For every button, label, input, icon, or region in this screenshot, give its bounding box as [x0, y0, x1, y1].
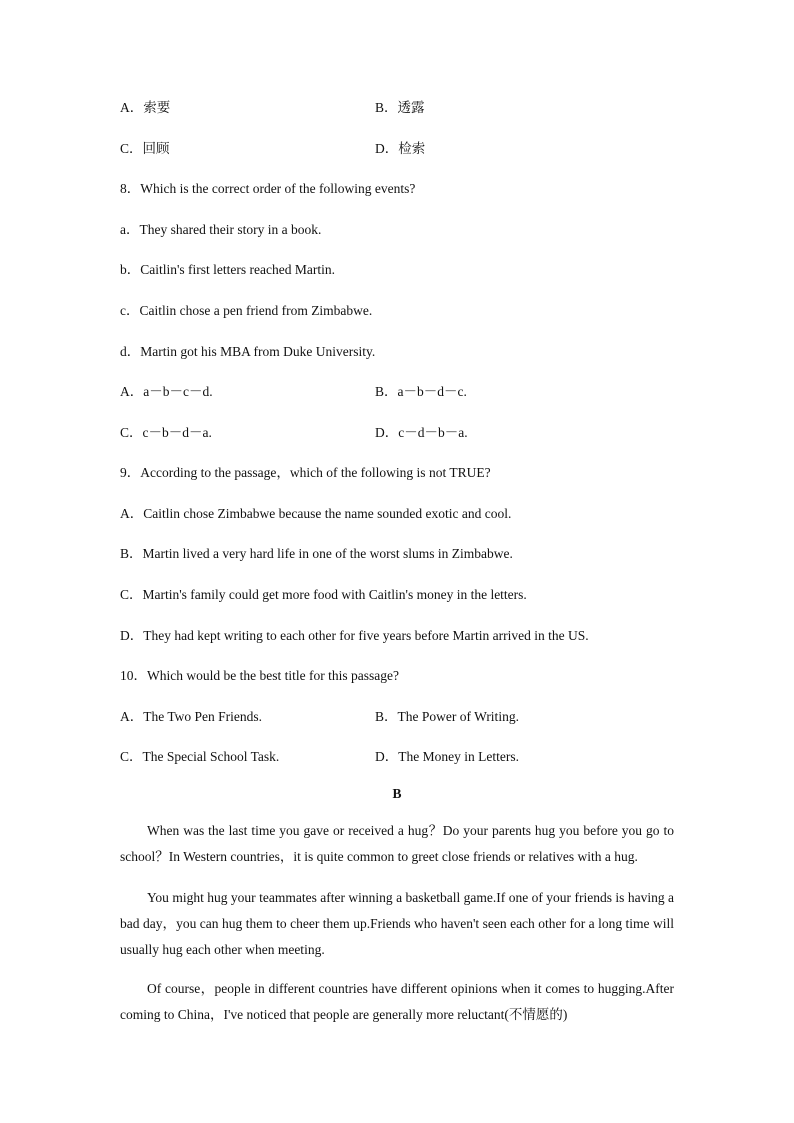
q10-option-c: C．The Special School Task. — [120, 749, 280, 764]
q10-option-d: D．The Money in Letters. — [375, 749, 519, 764]
q10-stem: 10．Which would be the best title for this passage? — [120, 668, 399, 683]
q8-option-d: D．c－d－b－a. — [375, 425, 468, 440]
q8-option-a: A．a－b－c－d. — [120, 384, 213, 399]
section-b-paragraph-1 — [120, 818, 674, 870]
q9-option-b: B．Martin lived a very hard life in one of the worst slums in Zimbabwe. — [120, 546, 513, 561]
paragraph-text: Of course，people in different countries have different opinions when it comes to hugging.After coming to China，I've noticed that people are generally more reluctant(不情愿的) — [120, 981, 674, 1022]
q8-event-d: d．Martin got his MBA from Duke University. — [120, 344, 376, 359]
paragraph-text: You might hug your teammates after winning a basketball game.If one of your friends is having a bad day，you can hug them to cheer them up.Friends who haven't seen each other for a long time will usually hug each other when meeting. — [120, 890, 674, 957]
paragraph-text: When was the last time you gave or received a hug？Do your parents hug you before you go to school？In Western countries，it is quite common to greet close friends or relatives with a hug. — [120, 823, 674, 864]
q9-option-a: A．Caitlin chose Zimbabwe because the name sounded exotic and cool. — [120, 506, 512, 521]
q7-option-d: D．检索 — [375, 141, 426, 156]
q8-option-b: B．a－b－d－c. — [375, 384, 467, 399]
section-b-paragraph-3 — [120, 976, 674, 1028]
section-b-heading: B — [392, 786, 402, 801]
q8-event-c: c．Caitlin chose a pen friend from Zimbabwe. — [120, 303, 373, 318]
q7-option-a: A．索要 — [120, 100, 171, 115]
q7-option-b: B．透露 — [375, 100, 425, 115]
q8-stem: 8．Which is the correct order of the following events? — [120, 181, 416, 196]
q8-event-b: b．Caitlin's first letters reached Martin. — [120, 262, 335, 277]
q10-option-b: B．The Power of Writing. — [375, 709, 519, 724]
q9-option-c: C．Martin's family could get more food with Caitlin's money in the letters. — [120, 587, 527, 602]
q9-option-d: D．They had kept writing to each other for five years before Martin arrived in the US. — [120, 628, 589, 643]
q9-stem: 9．According to the passage，which of the following is not TRUE? — [120, 465, 491, 480]
q8-event-a: a．They shared their story in a book. — [120, 222, 322, 237]
q10-option-a: A．The Two Pen Friends. — [120, 709, 263, 724]
q7-option-c: C．回顾 — [120, 141, 170, 156]
section-b-paragraph-2 — [120, 885, 674, 963]
q8-option-c: C．c－b－d－a. — [120, 425, 212, 440]
